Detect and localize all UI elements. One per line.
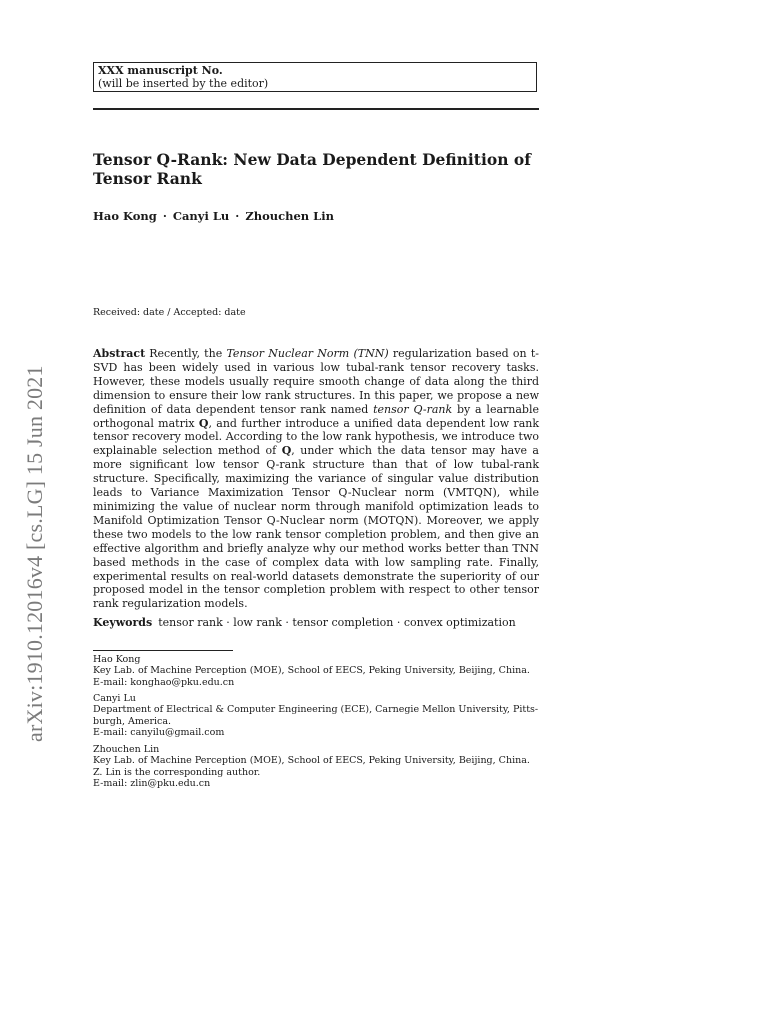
keywords-heading: Keywords <box>93 616 153 629</box>
affiliation-line: burgh, America. <box>93 715 172 727</box>
author-name: Zhouchen Lin <box>245 209 334 223</box>
abstract-section <box>93 347 539 611</box>
received-date: Received: date / Accepted: date <box>93 307 246 318</box>
affiliation-line: Key Lab. of Machine Perception (MOE), School of EECS, Peking University, Beijing, China. <box>93 665 530 677</box>
paper-title: Tensor Q-Rank: New Data Dependent Definition of Tensor Rank <box>93 150 531 188</box>
affiliation-email: E-mail: konghao@pku.edu.cn <box>93 676 235 688</box>
author-name: Hao Kong <box>93 209 157 223</box>
affiliation-block-lin <box>93 744 539 790</box>
header-rule <box>93 108 539 110</box>
author-list <box>93 209 334 223</box>
author-separator: · <box>162 209 167 223</box>
abstract-text: regularization based on t-SVD has been widely used in various low tubal-rank tensor recovery tasks. However, these models usually require smooth change of data along the third dimension to ensure their low rank structures. In this paper, we propose a new definition of data dependent tensor rank named <box>93 347 539 416</box>
affiliation-email: E-mail: canyilu@gmail.com <box>93 727 225 739</box>
abstract-symbol-q: Q <box>281 444 292 458</box>
affiliation-author-name: Hao Kong <box>93 654 141 665</box>
affiliation-block-lu <box>93 693 539 739</box>
manuscript-number-line: XXX manuscript No. <box>98 64 223 77</box>
affiliation-email: E-mail: zlin@pku.edu.cn <box>93 778 211 790</box>
keywords-text: tensor rank · low rank · tensor completion · convex optimization <box>158 616 516 629</box>
affiliation-line: Department of Electrical & Computer Engineering (ECE), Carnegie Mellon University, Pitts- <box>93 704 539 716</box>
author-name: Canyi Lu <box>172 209 230 223</box>
abstract-term-qrank: tensor Q-rank <box>373 402 453 416</box>
abstract-heading: Abstract <box>93 347 146 360</box>
manuscript-number-box <box>93 62 537 92</box>
arxiv-identifier-label: arXiv:1910.12016v4 [cs.LG] 15 Jun 2021 <box>22 365 47 742</box>
abstract-symbol-q: Q <box>198 416 209 430</box>
abstract-text: Recently, the <box>149 347 227 360</box>
affiliation-block-kong <box>93 654 539 688</box>
affiliation-line: Key Lab. of Machine Perception (MOE), School of EECS, Peking University, Beijing, China. <box>93 755 530 767</box>
keywords-section <box>93 616 539 629</box>
affiliation-author-name: Zhouchen Lin <box>93 744 160 755</box>
footnote-rule <box>93 650 233 651</box>
affiliation-note: Z. Lin is the corresponding author. <box>93 766 261 778</box>
abstract-text: , and further introduce a unified data dependent low rank tensor recovery model. According to the low rank hypothesis, we introduce two explainable selection method of <box>93 416 539 458</box>
author-separator: · <box>235 209 240 223</box>
abstract-term-tnn: Tensor Nuclear Norm (TNN) <box>226 347 389 360</box>
affiliation-author-name: Canyi Lu <box>93 693 136 704</box>
abstract-text: by a learnable orthogonal matrix <box>93 402 539 430</box>
editor-note-line: (will be inserted by the editor) <box>98 77 269 90</box>
abstract-text: , under which the data tensor may have a more significant low tensor Q-rank structure than that of low tubal-rank structure. Specifically, maximizing the variance of singular value distribution leads to Variance Maximization Tensor Q-Nuclear norm (VMTQN), while minimizing the value of nuclear norm through manifold optimization leads to Manifold Optimization Tensor Q-Nuclear norm (MOTQN). Moreover, we apply these two models to the low rank tensor completion problem, and then give an effective algorithm and briefly analyze why our method works better than TNN based methods in the case of complex data with low sampling rate. Finally, experimental results on real-world datasets demonstrate the superiority of our proposed model in the tensor completion problem with respect to other tensor rank regularization models. <box>93 444 539 611</box>
